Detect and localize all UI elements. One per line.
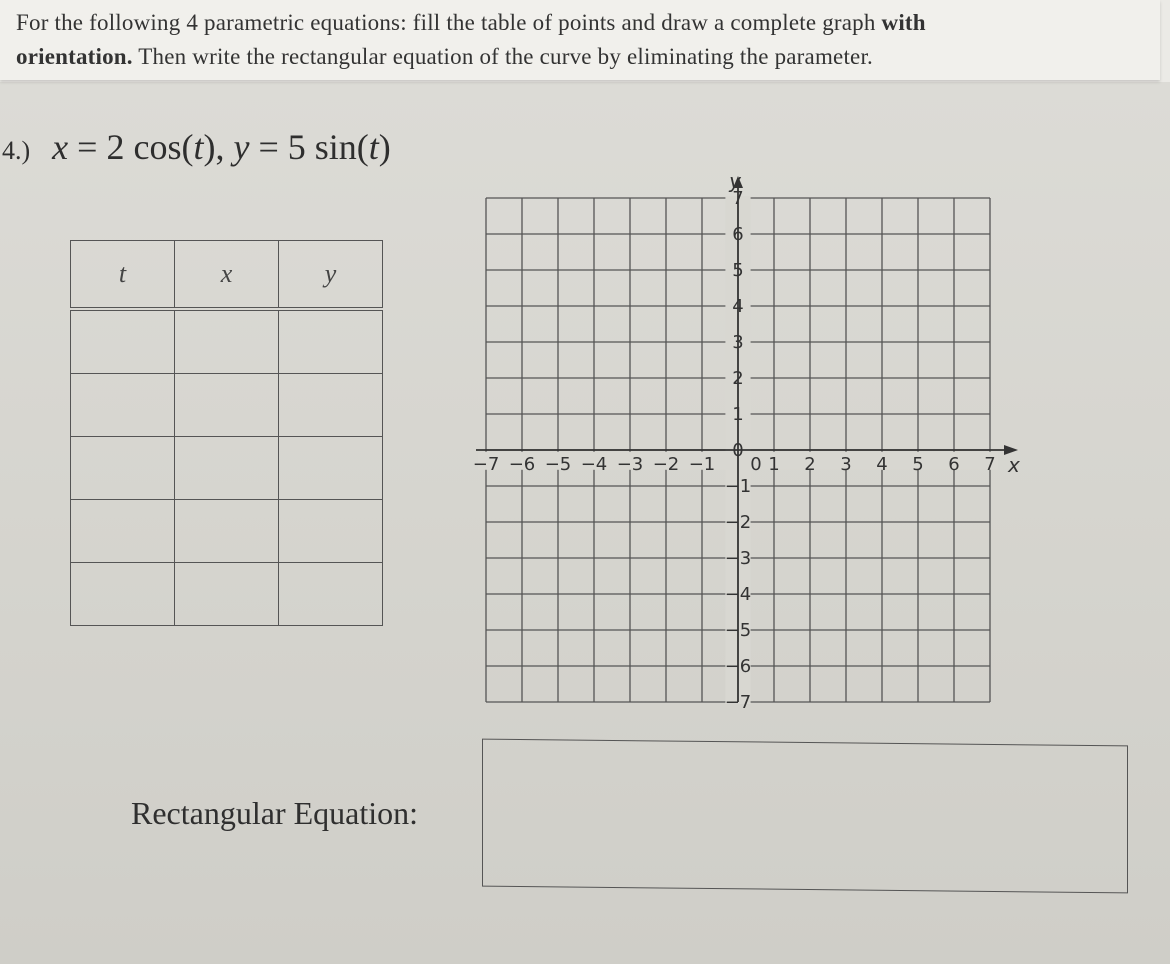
y-axis-variable-label: y (729, 169, 741, 193)
table-cell-x[interactable] (175, 563, 279, 626)
instructions-line-1 (16, 10, 926, 36)
table-row (71, 500, 383, 563)
x-tick-label: −1 (688, 454, 716, 475)
x-tick-label-zero: 0 (750, 454, 762, 475)
x-tick-label: 5 (912, 454, 924, 475)
y-expression: = 5 sin( (249, 127, 369, 167)
y-tick-label: −5 (724, 620, 752, 641)
table-cell-x[interactable] (175, 500, 279, 563)
instructions-bold-word: orientation. (16, 44, 133, 69)
instructions-line-2 (16, 44, 873, 70)
x-parameter: t (193, 127, 204, 167)
points-table (70, 240, 383, 626)
problem-number: 4.) (2, 136, 31, 165)
x-tick-label: 3 (840, 454, 852, 475)
y-tick-label: 0 (732, 440, 744, 461)
table-cell-y[interactable] (279, 374, 383, 437)
y-tick-label: 7 (732, 188, 744, 209)
x-tick-label: 6 (948, 454, 960, 475)
instructions-text: Then write the rectangular equation of the curve by eliminating the parameter. (132, 44, 873, 69)
y-variable: y (233, 127, 250, 167)
y-tick-label: 3 (732, 332, 744, 353)
y-tick-label: 5 (732, 260, 744, 281)
rectangular-equation-label: Rectangular Equation: (131, 795, 419, 831)
table-cell-t[interactable] (71, 437, 175, 500)
y-tick-label: 1 (732, 404, 744, 425)
table-cell-t[interactable] (71, 309, 175, 374)
y-tick-label: 4 (732, 296, 744, 317)
x-variable: x (52, 127, 69, 167)
y-parameter: t (368, 127, 379, 167)
table-cell-y[interactable] (279, 500, 383, 563)
table-row (71, 309, 383, 374)
y-tick-label: 6 (732, 224, 744, 245)
x-tick-label: −3 (616, 454, 644, 475)
column-header-y: y (279, 241, 383, 310)
table-row (71, 437, 383, 500)
y-expression-close: ) (378, 127, 391, 167)
coordinate-grid[interactable] (472, 165, 1060, 730)
x-tick-label: 4 (876, 454, 888, 475)
column-header-t: t (71, 241, 175, 310)
table-row (71, 374, 383, 437)
table-cell-x[interactable] (175, 437, 279, 500)
table-cell-y[interactable] (279, 563, 383, 626)
table-cell-x[interactable] (175, 374, 279, 437)
instructions-banner (0, 0, 1160, 80)
x-tick-label: 7 (984, 454, 996, 475)
table-cell-y[interactable] (279, 437, 383, 500)
table-row (71, 563, 383, 626)
instructions-bold-word: with (881, 10, 926, 35)
x-tick-label: −5 (544, 454, 572, 475)
table-cell-t[interactable] (71, 500, 175, 563)
x-tick-label: 2 (804, 454, 816, 475)
table-cell-y[interactable] (279, 309, 383, 374)
x-tick-label: −6 (508, 454, 536, 475)
x-axis-variable-label: x (1008, 453, 1020, 477)
rectangular-equation-answer-box[interactable] (482, 739, 1128, 894)
instructions-text: For the following 4 parametric equations: fill the table of points and draw a complete graph (16, 10, 882, 35)
y-tick-label: −7 (724, 692, 752, 713)
x-tick-label: −7 (472, 454, 500, 475)
x-expression: = 2 cos( (68, 127, 194, 167)
y-tick-label: −4 (724, 584, 752, 605)
x-expression-close: ), (203, 127, 234, 167)
table-cell-t[interactable] (71, 563, 175, 626)
y-tick-label: 2 (732, 368, 744, 389)
y-tick-label: −3 (724, 548, 752, 569)
y-tick-label: −1 (724, 476, 752, 497)
table-cell-t[interactable] (71, 374, 175, 437)
x-tick-label: −4 (580, 454, 608, 475)
y-tick-label: −6 (724, 656, 752, 677)
problem-statement (2, 126, 391, 168)
x-tick-label: 1 (768, 454, 780, 475)
x-tick-label: −2 (652, 454, 680, 475)
column-header-x: x (175, 241, 279, 310)
table-cell-x[interactable] (175, 309, 279, 374)
y-tick-label: −2 (724, 512, 752, 533)
table-header-row (71, 241, 383, 310)
